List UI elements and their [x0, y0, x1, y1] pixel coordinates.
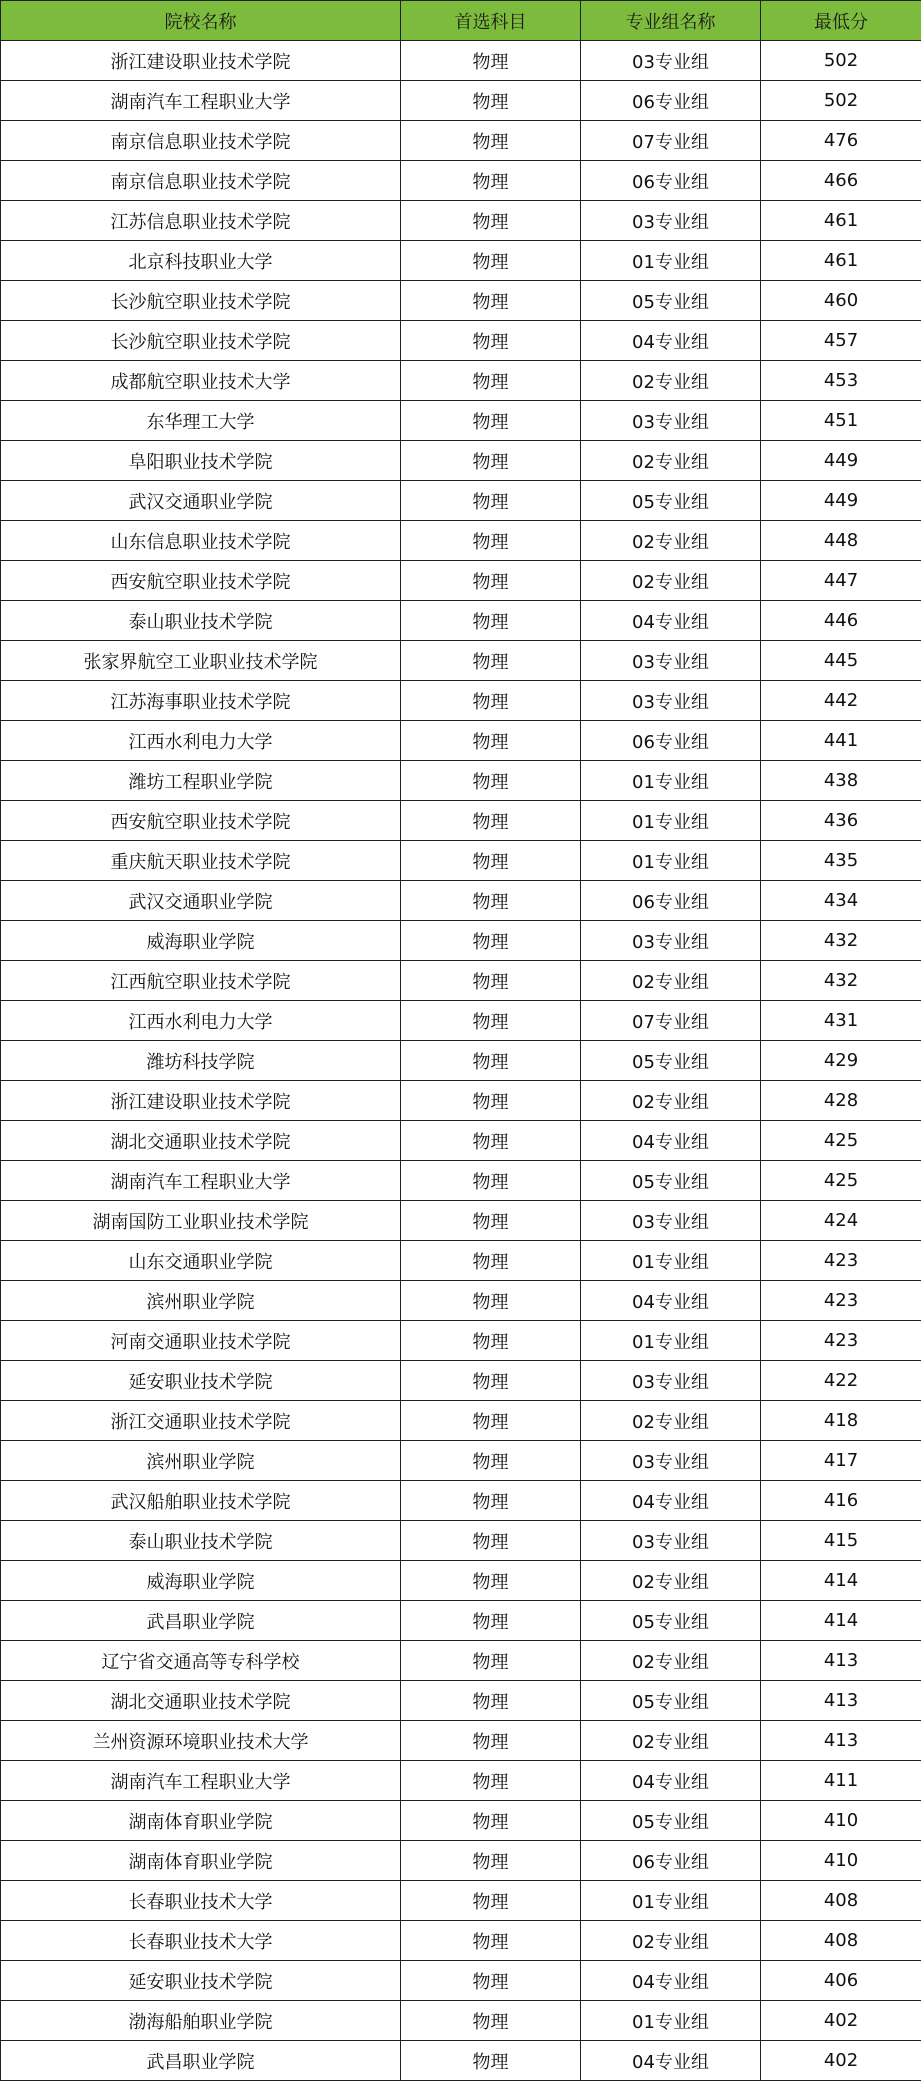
cell-group-name: 01专业组 [581, 801, 761, 841]
cell-min-score: 448 [761, 521, 921, 561]
cell-group-name: 03专业组 [581, 1521, 761, 1561]
table-row [1, 1401, 921, 1441]
cell-school-name: 重庆航天职业技术学院 [1, 841, 401, 881]
cell-school-name: 武汉船舶职业技术学院 [1, 1481, 401, 1521]
cell-primary-subject: 物理 [401, 1241, 581, 1281]
cell-group-name: 01专业组 [581, 241, 761, 281]
cell-group-name: 03专业组 [581, 681, 761, 721]
cell-min-score: 438 [761, 761, 921, 801]
table-row [1, 81, 921, 121]
table-row [1, 321, 921, 361]
cell-primary-subject: 物理 [401, 641, 581, 681]
table-row [1, 1201, 921, 1241]
cell-min-score: 434 [761, 881, 921, 921]
cell-primary-subject: 物理 [401, 2041, 581, 2081]
table-row [1, 1681, 921, 1721]
cell-school-name: 武汉交通职业学院 [1, 881, 401, 921]
cell-min-score: 411 [761, 1761, 921, 1801]
cell-school-name: 延安职业技术学院 [1, 1361, 401, 1401]
table-body [1, 41, 921, 2081]
cell-school-name: 长春职业技术大学 [1, 1921, 401, 1961]
cell-group-name: 02专业组 [581, 1561, 761, 1601]
cell-min-score: 457 [761, 321, 921, 361]
table-row [1, 561, 921, 601]
cell-min-score: 413 [761, 1681, 921, 1721]
table-header-row [1, 1, 921, 41]
cell-primary-subject: 物理 [401, 1041, 581, 1081]
cell-group-name: 02专业组 [581, 1921, 761, 1961]
cell-min-score: 414 [761, 1601, 921, 1641]
cell-group-name: 06专业组 [581, 81, 761, 121]
cell-group-name: 02专业组 [581, 561, 761, 601]
cell-group-name: 03专业组 [581, 1361, 761, 1401]
cell-min-score: 461 [761, 241, 921, 281]
cell-group-name: 02专业组 [581, 521, 761, 561]
cell-group-name: 05专业组 [581, 1681, 761, 1721]
cell-min-score: 428 [761, 1081, 921, 1121]
table-row [1, 1321, 921, 1361]
cell-group-name: 07专业组 [581, 1001, 761, 1041]
cell-group-name: 05专业组 [581, 481, 761, 521]
cell-group-name: 03专业组 [581, 401, 761, 441]
cell-primary-subject: 物理 [401, 281, 581, 321]
table-row [1, 921, 921, 961]
cell-school-name: 湖南汽车工程职业大学 [1, 81, 401, 121]
cell-primary-subject: 物理 [401, 1161, 581, 1201]
cell-school-name: 江西水利电力大学 [1, 1001, 401, 1041]
table-row [1, 961, 921, 1001]
cell-primary-subject: 物理 [401, 1121, 581, 1161]
cell-min-score: 424 [761, 1201, 921, 1241]
cell-primary-subject: 物理 [401, 1801, 581, 1841]
cell-primary-subject: 物理 [401, 601, 581, 641]
table-row [1, 1081, 921, 1121]
table-row [1, 1841, 921, 1881]
cell-group-name: 01专业组 [581, 761, 761, 801]
cell-primary-subject: 物理 [401, 1601, 581, 1641]
cell-group-name: 07专业组 [581, 121, 761, 161]
cell-min-score: 423 [761, 1321, 921, 1361]
cell-primary-subject: 物理 [401, 1841, 581, 1881]
table-row [1, 721, 921, 761]
cell-school-name: 阜阳职业技术学院 [1, 441, 401, 481]
cell-group-name: 03专业组 [581, 1201, 761, 1241]
table-row [1, 1761, 921, 1801]
cell-primary-subject: 物理 [401, 1201, 581, 1241]
cell-primary-subject: 物理 [401, 1441, 581, 1481]
table-row [1, 1641, 921, 1681]
cell-school-name: 江苏信息职业技术学院 [1, 201, 401, 241]
table-row [1, 441, 921, 481]
cell-group-name: 05专业组 [581, 1161, 761, 1201]
table-row [1, 1161, 921, 1201]
cell-min-score: 423 [761, 1241, 921, 1281]
table-row [1, 1921, 921, 1961]
cell-school-name: 湖南体育职业学院 [1, 1841, 401, 1881]
table-row [1, 1881, 921, 1921]
cell-primary-subject: 物理 [401, 521, 581, 561]
cell-primary-subject: 物理 [401, 1361, 581, 1401]
cell-school-name: 北京科技职业大学 [1, 241, 401, 281]
table-row [1, 241, 921, 281]
cell-group-name: 02专业组 [581, 361, 761, 401]
cell-school-name: 长春职业技术大学 [1, 1881, 401, 1921]
cell-school-name: 长沙航空职业技术学院 [1, 281, 401, 321]
cell-group-name: 02专业组 [581, 1721, 761, 1761]
table-row [1, 841, 921, 881]
cell-school-name: 滨州职业学院 [1, 1281, 401, 1321]
cell-primary-subject: 物理 [401, 761, 581, 801]
cell-group-name: 01专业组 [581, 2001, 761, 2041]
cell-min-score: 402 [761, 2001, 921, 2041]
cell-school-name: 江西水利电力大学 [1, 721, 401, 761]
cell-primary-subject: 物理 [401, 1681, 581, 1721]
cell-school-name: 浙江交通职业技术学院 [1, 1401, 401, 1441]
table-row [1, 401, 921, 441]
cell-primary-subject: 物理 [401, 201, 581, 241]
cell-group-name: 02专业组 [581, 1641, 761, 1681]
cell-school-name: 武昌职业学院 [1, 2041, 401, 2081]
table-row [1, 681, 921, 721]
cell-group-name: 01专业组 [581, 1881, 761, 1921]
cell-school-name: 西安航空职业技术学院 [1, 801, 401, 841]
cell-primary-subject: 物理 [401, 801, 581, 841]
cell-school-name: 湖南体育职业学院 [1, 1801, 401, 1841]
cell-school-name: 威海职业学院 [1, 921, 401, 961]
cell-school-name: 泰山职业技术学院 [1, 1521, 401, 1561]
cell-min-score: 446 [761, 601, 921, 641]
cell-school-name: 武昌职业学院 [1, 1601, 401, 1641]
cell-school-name: 浙江建设职业技术学院 [1, 1081, 401, 1121]
cell-school-name: 山东交通职业学院 [1, 1241, 401, 1281]
cell-group-name: 04专业组 [581, 1281, 761, 1321]
cell-group-name: 05专业组 [581, 1801, 761, 1841]
cell-min-score: 447 [761, 561, 921, 601]
cell-min-score: 415 [761, 1521, 921, 1561]
header-min-score: 最低分 [761, 1, 921, 41]
table-row [1, 1721, 921, 1761]
cell-min-score: 502 [761, 41, 921, 81]
cell-min-score: 432 [761, 961, 921, 1001]
cell-group-name: 06专业组 [581, 721, 761, 761]
cell-school-name: 湖北交通职业技术学院 [1, 1121, 401, 1161]
cell-min-score: 441 [761, 721, 921, 761]
cell-min-score: 410 [761, 1841, 921, 1881]
cell-group-name: 01专业组 [581, 1241, 761, 1281]
cell-min-score: 408 [761, 1881, 921, 1921]
table-row [1, 1801, 921, 1841]
cell-min-score: 410 [761, 1801, 921, 1841]
cell-min-score: 476 [761, 121, 921, 161]
cell-primary-subject: 物理 [401, 721, 581, 761]
cell-school-name: 江苏海事职业技术学院 [1, 681, 401, 721]
cell-min-score: 429 [761, 1041, 921, 1081]
cell-school-name: 泰山职业技术学院 [1, 601, 401, 641]
table-row [1, 1041, 921, 1081]
cell-school-name: 武汉交通职业学院 [1, 481, 401, 521]
table-row [1, 1281, 921, 1321]
cell-primary-subject: 物理 [401, 681, 581, 721]
cell-min-score: 431 [761, 1001, 921, 1041]
cell-group-name: 06专业组 [581, 1841, 761, 1881]
cell-school-name: 兰州资源环境职业技术大学 [1, 1721, 401, 1761]
cell-school-name: 湖南汽车工程职业大学 [1, 1161, 401, 1201]
cell-primary-subject: 物理 [401, 121, 581, 161]
table-row [1, 2041, 921, 2081]
cell-group-name: 06专业组 [581, 881, 761, 921]
cell-group-name: 04专业组 [581, 1481, 761, 1521]
cell-group-name: 01专业组 [581, 841, 761, 881]
cell-min-score: 432 [761, 921, 921, 961]
cell-primary-subject: 物理 [401, 41, 581, 81]
cell-primary-subject: 物理 [401, 441, 581, 481]
cell-min-score: 413 [761, 1721, 921, 1761]
cell-primary-subject: 物理 [401, 481, 581, 521]
cell-group-name: 04专业组 [581, 601, 761, 641]
cell-school-name: 潍坊工程职业学院 [1, 761, 401, 801]
cell-min-score: 449 [761, 481, 921, 521]
cell-group-name: 04专业组 [581, 1961, 761, 2001]
cell-primary-subject: 物理 [401, 241, 581, 281]
table-row [1, 881, 921, 921]
cell-min-score: 442 [761, 681, 921, 721]
cell-min-score: 451 [761, 401, 921, 441]
cell-primary-subject: 物理 [401, 1481, 581, 1521]
table-row [1, 1561, 921, 1601]
cell-group-name: 03专业组 [581, 201, 761, 241]
header-school-name: 院校名称 [1, 1, 401, 41]
cell-min-score: 502 [761, 81, 921, 121]
cell-min-score: 425 [761, 1121, 921, 1161]
cell-min-score: 416 [761, 1481, 921, 1521]
cell-min-score: 417 [761, 1441, 921, 1481]
cell-school-name: 湖北交通职业技术学院 [1, 1681, 401, 1721]
header-primary-subject: 首选科目 [401, 1, 581, 41]
table-row [1, 761, 921, 801]
cell-school-name: 渤海船舶职业学院 [1, 2001, 401, 2041]
table-row [1, 161, 921, 201]
cell-primary-subject: 物理 [401, 1641, 581, 1681]
table-row [1, 121, 921, 161]
cell-primary-subject: 物理 [401, 881, 581, 921]
cell-min-score: 422 [761, 1361, 921, 1401]
cell-school-name: 成都航空职业技术大学 [1, 361, 401, 401]
cell-group-name: 04专业组 [581, 1761, 761, 1801]
cell-school-name: 南京信息职业技术学院 [1, 121, 401, 161]
table-row [1, 1001, 921, 1041]
cell-primary-subject: 物理 [401, 961, 581, 1001]
cell-primary-subject: 物理 [401, 1721, 581, 1761]
table-row [1, 41, 921, 81]
cell-min-score: 413 [761, 1641, 921, 1681]
table-row [1, 641, 921, 681]
cell-group-name: 03专业组 [581, 641, 761, 681]
cell-primary-subject: 物理 [401, 361, 581, 401]
table-row [1, 201, 921, 241]
cell-group-name: 05专业组 [581, 1041, 761, 1081]
cell-group-name: 02专业组 [581, 1401, 761, 1441]
cell-min-score: 449 [761, 441, 921, 481]
cell-school-name: 河南交通职业技术学院 [1, 1321, 401, 1361]
table-row [1, 1481, 921, 1521]
cell-group-name: 04专业组 [581, 321, 761, 361]
cell-min-score: 453 [761, 361, 921, 401]
cell-min-score: 435 [761, 841, 921, 881]
cell-primary-subject: 物理 [401, 161, 581, 201]
header-group-name: 专业组名称 [581, 1, 761, 41]
cell-primary-subject: 物理 [401, 1921, 581, 1961]
cell-min-score: 402 [761, 2041, 921, 2081]
cell-primary-subject: 物理 [401, 1081, 581, 1121]
cell-primary-subject: 物理 [401, 81, 581, 121]
cell-primary-subject: 物理 [401, 401, 581, 441]
cell-primary-subject: 物理 [401, 1561, 581, 1601]
table-row [1, 1441, 921, 1481]
cell-min-score: 418 [761, 1401, 921, 1441]
cell-group-name: 01专业组 [581, 1321, 761, 1361]
cell-school-name: 威海职业学院 [1, 1561, 401, 1601]
table-row [1, 1521, 921, 1561]
cell-min-score: 423 [761, 1281, 921, 1321]
cell-group-name: 03专业组 [581, 1441, 761, 1481]
cell-primary-subject: 物理 [401, 561, 581, 601]
cell-school-name: 南京信息职业技术学院 [1, 161, 401, 201]
cell-group-name: 04专业组 [581, 1121, 761, 1161]
cell-min-score: 425 [761, 1161, 921, 1201]
table-row [1, 801, 921, 841]
cell-school-name: 潍坊科技学院 [1, 1041, 401, 1081]
cell-school-name: 山东信息职业技术学院 [1, 521, 401, 561]
cell-school-name: 东华理工大学 [1, 401, 401, 441]
table-row [1, 1361, 921, 1401]
cell-min-score: 445 [761, 641, 921, 681]
table-row [1, 521, 921, 561]
cell-school-name: 长沙航空职业技术学院 [1, 321, 401, 361]
cell-primary-subject: 物理 [401, 921, 581, 961]
cell-group-name: 05专业组 [581, 1601, 761, 1641]
cell-primary-subject: 物理 [401, 1881, 581, 1921]
cell-group-name: 04专业组 [581, 2041, 761, 2081]
cell-min-score: 460 [761, 281, 921, 321]
cell-school-name: 辽宁省交通高等专科学校 [1, 1641, 401, 1681]
cell-primary-subject: 物理 [401, 321, 581, 361]
cell-primary-subject: 物理 [401, 1521, 581, 1561]
cell-primary-subject: 物理 [401, 1321, 581, 1361]
table-row [1, 1961, 921, 2001]
table-row [1, 361, 921, 401]
cell-min-score: 466 [761, 161, 921, 201]
cell-school-name: 湖南汽车工程职业大学 [1, 1761, 401, 1801]
table-row [1, 481, 921, 521]
cell-min-score: 436 [761, 801, 921, 841]
cell-min-score: 414 [761, 1561, 921, 1601]
table-row [1, 2001, 921, 2041]
cell-primary-subject: 物理 [401, 2001, 581, 2041]
cell-school-name: 西安航空职业技术学院 [1, 561, 401, 601]
cell-primary-subject: 物理 [401, 1281, 581, 1321]
cell-min-score: 406 [761, 1961, 921, 2001]
cell-school-name: 湖南国防工业职业技术学院 [1, 1201, 401, 1241]
table-row [1, 1121, 921, 1161]
cell-school-name: 张家界航空工业职业技术学院 [1, 641, 401, 681]
cell-school-name: 浙江建设职业技术学院 [1, 41, 401, 81]
cell-group-name: 03专业组 [581, 41, 761, 81]
cell-school-name: 延安职业技术学院 [1, 1961, 401, 2001]
cell-min-score: 408 [761, 1921, 921, 1961]
cell-group-name: 02专业组 [581, 441, 761, 481]
table-row [1, 601, 921, 641]
cell-group-name: 05专业组 [581, 281, 761, 321]
cell-primary-subject: 物理 [401, 1401, 581, 1441]
table-row [1, 281, 921, 321]
cell-primary-subject: 物理 [401, 1761, 581, 1801]
cell-primary-subject: 物理 [401, 841, 581, 881]
cell-group-name: 02专业组 [581, 961, 761, 1001]
cell-min-score: 461 [761, 201, 921, 241]
cell-primary-subject: 物理 [401, 1001, 581, 1041]
cell-school-name: 江西航空职业技术学院 [1, 961, 401, 1001]
cell-group-name: 03专业组 [581, 921, 761, 961]
cell-school-name: 滨州职业学院 [1, 1441, 401, 1481]
cell-primary-subject: 物理 [401, 1961, 581, 2001]
table-row [1, 1601, 921, 1641]
table-row [1, 1241, 921, 1281]
cell-group-name: 02专业组 [581, 1081, 761, 1121]
cell-group-name: 06专业组 [581, 161, 761, 201]
